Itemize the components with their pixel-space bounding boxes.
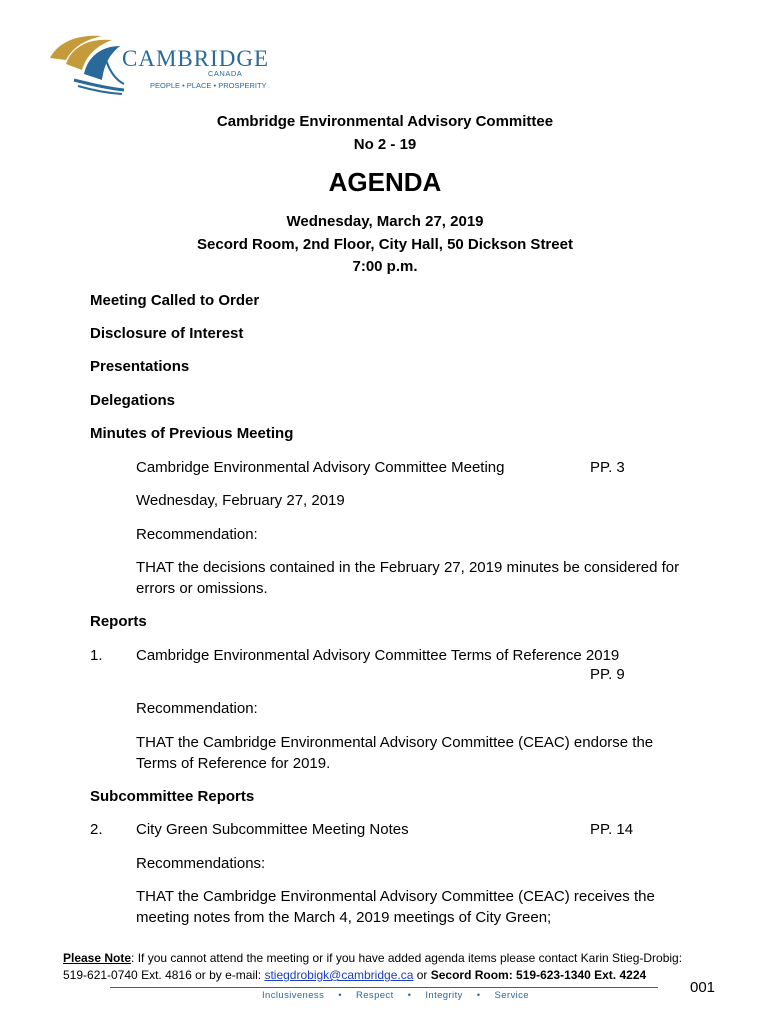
value-respect: Respect <box>355 990 394 1001</box>
section-called-to-order: Meeting Called to Order <box>90 292 260 309</box>
meeting-date: Wednesday, March 27, 2019 <box>286 213 484 230</box>
report2-number: 2. <box>90 821 103 838</box>
contact-phone: 519-621-0740 Ext. 4816 or by e-mail: <box>63 968 265 982</box>
minutes-page-ref: PP. 3 <box>590 459 625 476</box>
minutes-recommendation-line2: errors or omissions. <box>136 580 268 597</box>
meeting-location: Secord Room, 2nd Floor, City Hall, 50 Dickson Street <box>197 236 573 253</box>
report2-recommendation-line2: meeting notes from the March 4, 2019 meetings of City Green; <box>136 909 552 926</box>
page-number: 001 <box>690 979 716 996</box>
section-reports: Reports <box>90 613 147 630</box>
section-minutes: Minutes of Previous Meeting <box>90 425 294 442</box>
minutes-date: Wednesday, February 27, 2019 <box>136 492 345 509</box>
value-inclusiveness: Inclusiveness <box>262 990 325 1001</box>
meeting-number: No 2 - 19 <box>353 136 417 153</box>
report2-title: City Green Subcommittee Meeting Notes <box>136 821 409 838</box>
note-label: Please Note <box>63 951 132 965</box>
section-delegations: Delegations <box>90 392 176 409</box>
note-text: : If you cannot attend the meeting or if you have added agenda items please contact Karin Stieg-Drobig: <box>131 951 683 965</box>
minutes-meeting: Cambridge Environmental Advisory Committee Meeting <box>136 459 505 476</box>
section-presentations: Presentations <box>90 358 190 375</box>
section-subcommittee-reports: Subcommittee Reports <box>90 788 255 805</box>
value-integrity: Integrity <box>425 990 463 1001</box>
report1-page-ref: PP. 9 <box>590 666 625 683</box>
logo-tagline: PEOPLE • PLACE • PROSPERITY <box>150 81 267 90</box>
logo-name: CAMBRIDGE <box>122 46 270 71</box>
secord-room-contact: Secord Room: 519-623-1340 Ext. 4224 <box>430 968 647 982</box>
report1-recommendation-line1: THAT the Cambridge Environmental Advisory Committee (CEAC) endorse the <box>136 734 654 751</box>
meeting-time: 7:00 p.m. <box>352 258 418 275</box>
report1-number: 1. <box>90 647 103 664</box>
report1-title: Cambridge Environmental Advisory Committee Terms of Reference 2019 <box>136 647 620 664</box>
logo-country: CANADA <box>208 69 243 78</box>
corporate-values: Inclusiveness • Respect • Integrity • Service <box>262 990 529 1001</box>
footer-note <box>63 950 743 984</box>
report2-page-ref: PP. 14 <box>590 821 634 838</box>
or-text: or <box>413 968 431 982</box>
report2-recommendation-label: Recommendations: <box>136 855 266 872</box>
report1-recommendation-line2: Terms of Reference for 2019. <box>136 755 331 772</box>
section-disclosure: Disclosure of Interest <box>90 325 244 342</box>
footer-divider <box>110 987 658 988</box>
minutes-recommendation-line1: THAT the decisions contained in the February 27, 2019 minutes be considered for <box>136 559 680 576</box>
minutes-recommendation-label: Recommendation: <box>136 526 258 543</box>
page-title: AGENDA <box>328 167 442 197</box>
report2-recommendation-line1: THAT the Cambridge Environmental Advisory Committee (CEAC) receives the <box>136 888 655 905</box>
committee-name: Cambridge Environmental Advisory Committee <box>216 113 554 130</box>
value-service: Service <box>494 990 529 1001</box>
report1-recommendation-label: Recommendation: <box>136 700 258 717</box>
contact-email-link[interactable]: stiegdrobigk@cambridge.ca <box>264 968 414 982</box>
